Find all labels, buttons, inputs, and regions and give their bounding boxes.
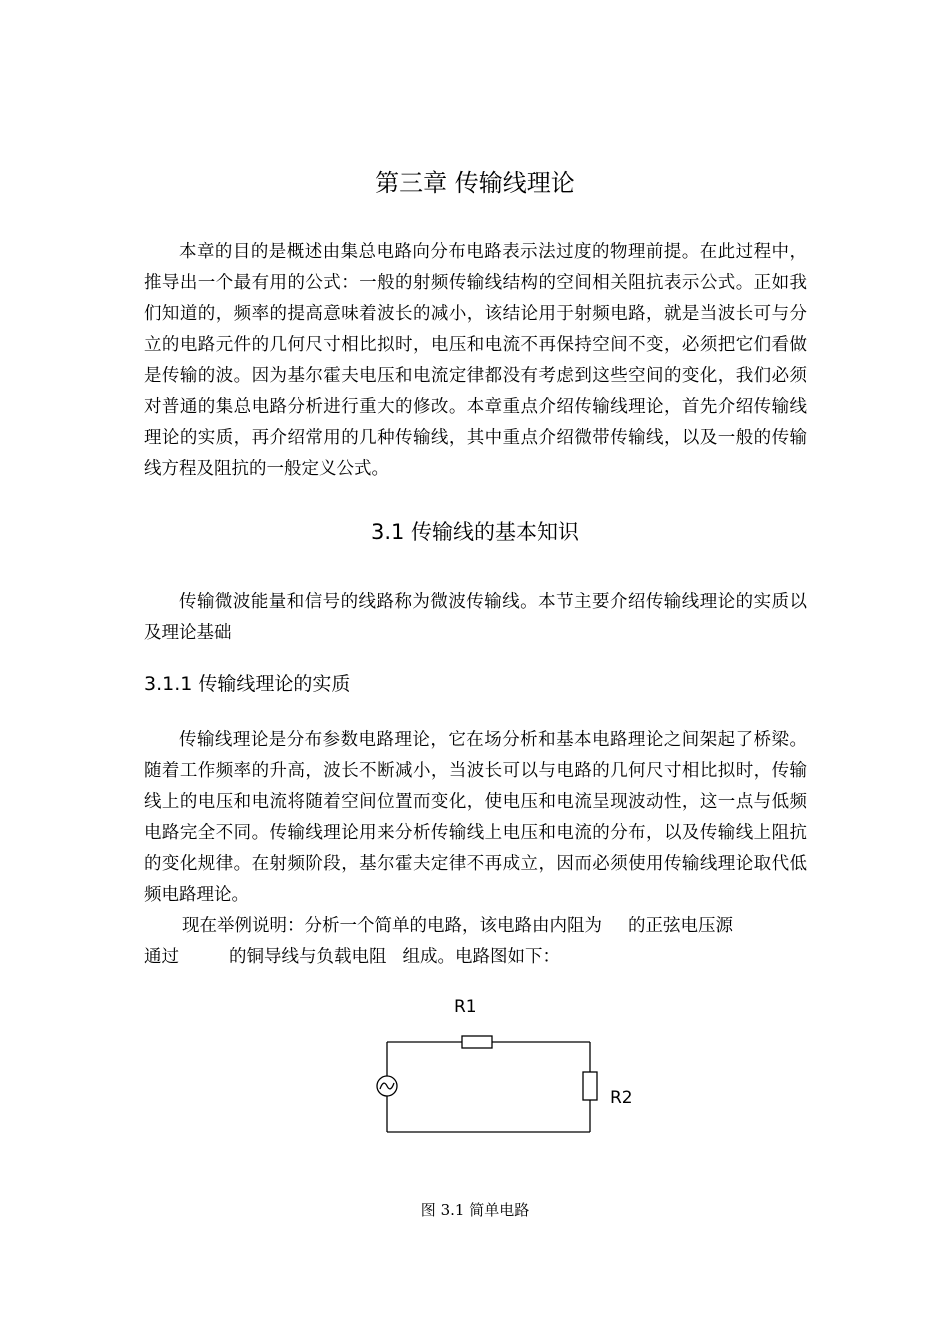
figure-caption: 图 3.1 简单电路 [420,1201,530,1219]
chapter-title: 第三章 传输线理论 [375,169,575,197]
resistor-r1-symbol [462,1036,492,1048]
sine-wave-icon [380,1083,394,1089]
circuit-diagram [360,990,660,1150]
resistor-r1-label: R1 [454,997,477,1017]
example-text-segment: 的铜导线与负载电阻 [229,947,387,967]
section-title: 3.1 传输线的基本知识 [370,520,580,544]
resistor-r2-symbol [583,1072,597,1100]
section-intro-paragraph: 传输微波能量和信号的线路称为微波传输线。本节主要介绍传输线理论的实质以及理论基础 [144,592,807,643]
resistor-r2-label: R2 [610,1088,633,1108]
example-text-segment: 现在举例说明：分析一个简单的电路，该电路由内阻为 [182,916,602,936]
chapter-intro-paragraph: 本章的目的是概述由集总电路向分布电路表示法过度的物理前提。在此过程中，推导出一个最有用的公式：一般的射频传输线结构的空间相关阻抗表示公式。正如我们知道的，频率的提高意味着波长的减小，该结论用于射频电路，就是当波长可与分立的电路元件的几何尺寸相比拟时，电压和电流不再保持空间不变，必须把它们看做是传输的波。因为基尔霍夫电压和电流定律都没有考虑到这些空间的变化，我们必须对普通的集总电路分析进行重大的修改。本章重点介绍传输线理论，首先介绍传输线理论的实质，再介绍常用的几种传输线，其中重点介绍微带传输线，以及一般的传输线方程及阻抗的一般定义公式。 [144,242,807,479]
example-text-segment: 通过 [144,947,179,967]
subsection-title: 3.1.1 传输线理论的实质 [144,673,351,695]
example-text-segment: 的正弦电压源 [628,916,733,936]
example-text-segment: 组成。电路图如下： [402,947,560,967]
example-line-1 [182,911,733,942]
subsection-body-paragraph: 传输线理论是分布参数电路理论，它在场分析和基本电路理论之间架起了桥梁。随着工作频率的升高，波长不断减小，当波长可以与电路的几何尺寸相比拟时，传输线上的电压和电流将随着空间位置而变化，使电压和电流呈现波动性，这一点与低频电路完全不同。传输线理论用来分析传输线上电压和电流的分布，以及传输线上阻抗的变化规律。在射频阶段，基尔霍夫定律不再成立，因而必须使用传输线理论取代低频电路理论。 [144,730,807,905]
example-line-2 [144,942,560,973]
